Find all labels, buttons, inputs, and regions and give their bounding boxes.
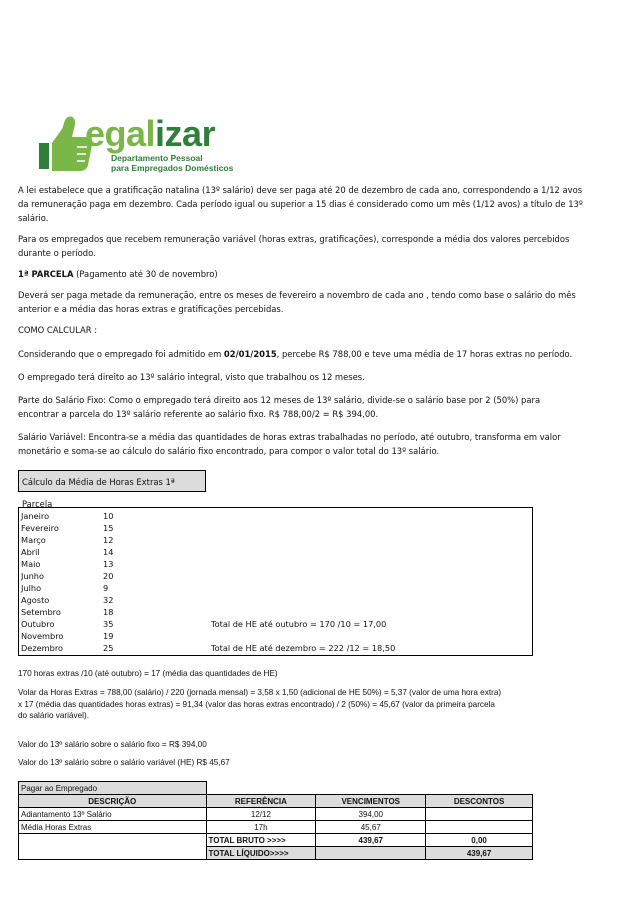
payslip-header-row [19, 795, 533, 808]
variable-salary-paragraph: Salário Variável: Encontra-se a média das quantidades de horas extras trabalhadas no período, até outubro, transforma em valor monetário e soma-se ao cálculo do salário fixo encontrado, para compor o valor total do 13º salário. [18, 432, 561, 456]
total-liquido-row: TOTAL LÍQUIDO>>>> 439,67 [19, 847, 533, 860]
fixed-value-line: Valor do 13º salário sobre o salário fixo = R$ 394,00 [18, 740, 207, 749]
column-header: REFERÊNCIA [206, 795, 316, 808]
parcela-paragraph: Deverá ser paga metade da remuneração, entre os meses de fevereiro a novembro de cada ano , tendo como base o salário do mês anterior e a média das horas extras e gratificações percebidas. [18, 290, 576, 314]
como-calcular-heading: COMO CALCULAR : [18, 325, 98, 335]
table-row: Adiantamento 13º Salário 12/12 394,00 [19, 808, 533, 821]
full-13th-paragraph: O empregado terá direito ao 13º salário integral, visto que trabalhou os 12 meses. [18, 372, 365, 382]
intro-paragraph: A lei estabelece que a gratificação natalina (13º salário) deve ser paga até 20 de dezembro de cada ano, correspondendo a 1/12 avos da remuneração paga em dezembro. Cada período igual ou superior a 15 dias é considerado como um mês (1/12 avos) a título de 13º salário. [18, 185, 583, 223]
total-bruto-row: TOTAL BRUTO >>>> 439,67 0,00 [19, 834, 533, 847]
fixed-salary-paragraph: Parte do Salário Fixo: Como o empregado terá direito aos 12 meses de 13º salário, divide-se o salário base por 2 (50%) para encontrar a parcela do 13º salário referente ao salário fixo. R$ 788,00/2 = R$ 394,00. [18, 395, 541, 419]
thumbs-up-icon [33, 113, 93, 175]
logo-subtitle: Departamento Pessoal para Empregados Domésticos [111, 153, 234, 173]
admission-paragraph: Considerando que o empregado foi admitido em 02/01/2015, percebe R$ 788,00 e teve uma média de 17 horas extras no período. [18, 349, 573, 359]
total-note: Total de HE até dezembro = 222 /12 = 18,50 [211, 643, 396, 653]
column-header: VENCIMENTOS [316, 795, 426, 808]
calc-box-title: Cálculo da Média de Horas Extras 1ª Parcela [18, 470, 206, 492]
variable-pay-paragraph: Para os empregados que recebem remuneração variável (horas extras, gratificações), corresponde a média dos valores percebidos durante o período. [18, 234, 570, 258]
overtime-months-table: Janeiro 10 Fevereiro 15 Março 12 Abril 14 Maio 13 Junho 20 Julho 9 Agosto 32 Setembro 18 Outubro 35 Total de HE até outubro = 170 /10 = 17,00 Novembro 19 Dezembro 25 Total de HE até dezembro = 222 /12 = 18,50 [18, 507, 533, 656]
logo-wordmark: egalizar [85, 113, 216, 154]
total-note: Total de HE até outubro = 170 /10 = 17,00 [211, 619, 387, 629]
payslip-title: Pagar ao Empregado [19, 782, 207, 795]
he-average-line: 170 horas extras /10 (até outubro) = 17 (média das quantidades de HE) [18, 669, 278, 678]
variable-value-line: Valor do 13º salário sobre o salário variável (HE) R$ 45,67 [18, 758, 230, 767]
company-logo [33, 113, 263, 175]
parcela-heading: 1ª PARCELA (Pagamento até 30 de novembro) [18, 269, 218, 279]
column-header: DESCRIÇÃO [19, 795, 207, 808]
table-row: Média Horas Extras 17h 45,67 [19, 821, 533, 834]
column-header: DESCONTOS [426, 795, 533, 808]
he-value-paragraph: Volar da Horas Extras = 788,00 (salário) / 220 (jornada mensal) = 3,58 x 1,50 (adicional de HE 50%) = 5,37 (valor de uma hora extra) x 17 (média das quantidades horas extras) = 91,34 (valor das horas extras encontrado) / 2 (50%) = 45,67 (valor da primeira parcela do salário variável). [18, 688, 502, 720]
payslip-table [18, 781, 533, 860]
